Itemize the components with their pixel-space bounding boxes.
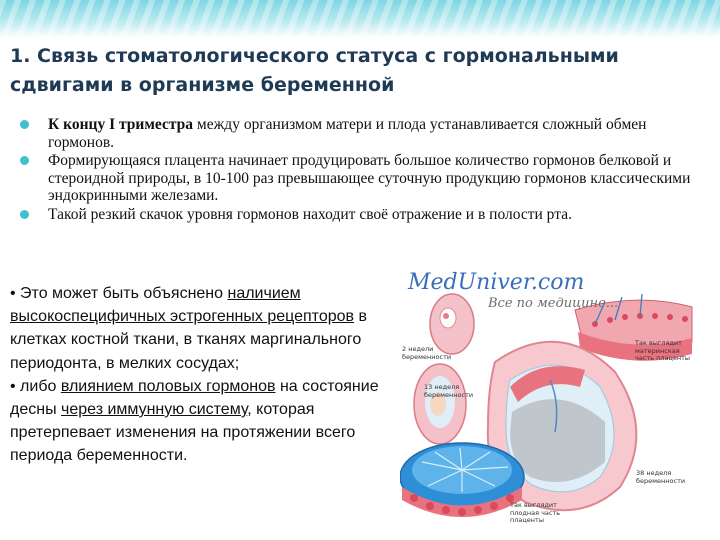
text-run: на состояние десны	[10, 377, 379, 419]
text-run: • Это может быть объяснено	[10, 285, 228, 302]
slide-title: 1. Связь стоматологического статуса с гормональными сдвигами в организме беременной	[10, 45, 619, 96]
text-run: , которая претерпевает изменения на протяжении всего периода беременности.	[10, 401, 356, 465]
bullet-item	[10, 152, 700, 205]
label-2-weeks: 2 недели беременности	[402, 345, 452, 361]
bullet-marker-icon	[20, 210, 29, 219]
underlined-text: наличием высокоспецифичных эстрогенных рецепторов	[10, 285, 355, 326]
label-maternal-part: Так выглядит материнская часть плаценты	[635, 339, 691, 362]
underlined-text: через иммунную систему	[61, 401, 248, 419]
body-text	[10, 282, 405, 468]
bullet-marker-icon	[20, 156, 29, 165]
label-fetal-part: Так выглядит плодная часть плаценты	[510, 501, 561, 524]
header-band	[0, 0, 720, 38]
bullet-marker-icon	[20, 120, 29, 129]
text-run: • либо	[10, 377, 61, 395]
placenta-illustration	[400, 262, 700, 534]
underlined-text: влиянием половых гормонов	[60, 377, 276, 395]
label-38-weeks: 38 неделя беременности	[636, 469, 686, 485]
bullet-text: между организмом матери и плода устанавливается сложный обмен гормонов.	[48, 116, 647, 151]
bullet-list	[10, 116, 700, 224]
text-run: в клетках костной ткани, в тканях маргинального периодонта, в мелких сосудах;	[10, 308, 367, 372]
bullet-item	[10, 206, 700, 224]
bullet-bold-text: К концу I триместра	[48, 116, 194, 133]
watermark-tagline: Все по медицине...	[488, 296, 619, 311]
bullet-item	[10, 116, 700, 151]
watermark-logo: MedUniver.com	[408, 270, 585, 295]
paragraph-receptors	[10, 282, 405, 375]
bullet-text: Формирующаяся плацента начинает продуцировать большое количество гормонов белковой и стероидной природы, в 10-100 раз превышающее суточную продукцию гормонов классическими эндокринными железами.	[48, 152, 691, 204]
paragraph-hormones	[10, 375, 405, 468]
label-13-weeks: 13 неделя беременности	[424, 383, 474, 399]
bullet-text: Такой резкий скачок уровня гормонов находит своё отражение и в полости рта.	[48, 205, 572, 223]
